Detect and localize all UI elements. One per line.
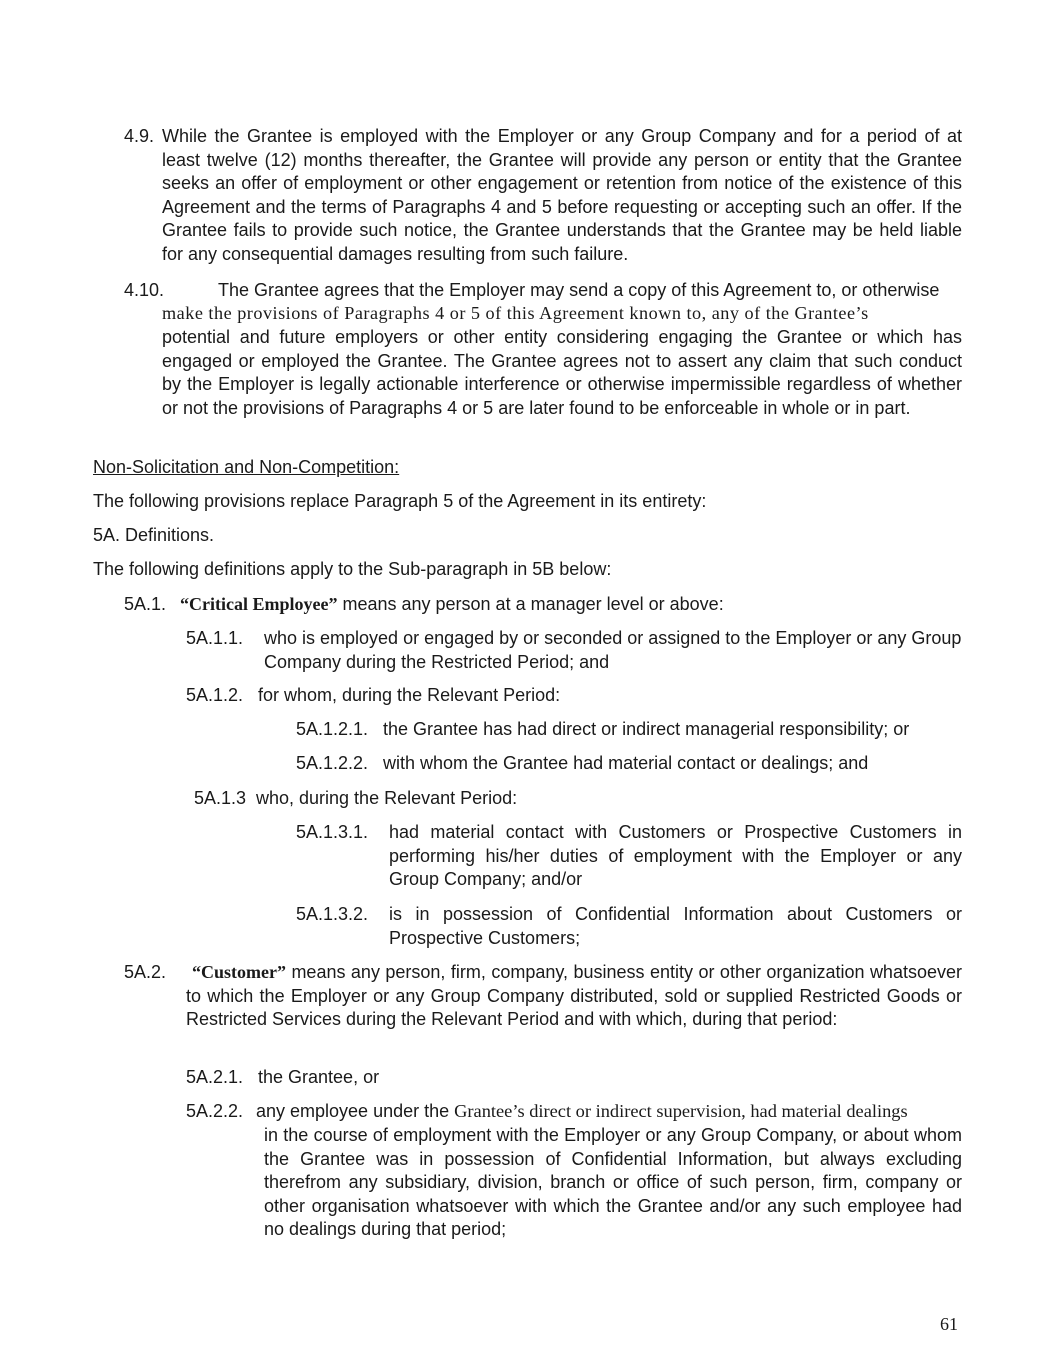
clause-number: 5A.1.2.2. [296, 753, 369, 773]
clause-5a131-text: had material contact with Customers or Prospective Customers in performing his/her duties of employment with the Employer or any Group Company; and/or [389, 822, 962, 890]
clause-5a132-text: is in possession of Confidential Information about Customers or Prospective Customers; [389, 904, 962, 948]
clause-4-10-line2: make the provisions of Paragraphs 4 or 5 of this Agreement known to, any of the Grantee’s [162, 303, 869, 323]
clause-number: 5A.2.2. [186, 1101, 244, 1121]
clause-5a21-text: the Grantee, or [258, 1067, 380, 1087]
definitions-intro: The following definitions apply to the Sub-paragraph in 5B below: [93, 559, 612, 579]
clause-4-10-line1: The Grantee agrees that the Employer may send a copy of this Agreement to, or otherwise [218, 280, 940, 300]
clause-number: 5A.1.3 [194, 788, 247, 808]
clause-4-9-text: While the Grantee is employed with the Employer or any Group Company and for a period of at least twelve (12) months thereafter, the Grantee will provide any person or entity that the Grantee seeks an offer of employment or other engagement or retention from notice of the existence of this Agreement and the terms of Paragraphs 4 and 5 before requesting or accepting such an offer. If the Grantee fails to provide such notice, the Grantee understands that the Grantee may be held liable for any consequential damages resulting from such failure. [162, 126, 962, 264]
section-heading: Non-Solicitation and Non-Competition: [93, 457, 400, 477]
definition-text: means any person at a manager level or above: [337, 594, 724, 614]
clause-number: 4.10. [124, 280, 165, 300]
clause-number: 5A.2. [124, 962, 167, 982]
clause-number: 4.9. [124, 126, 155, 146]
intro-text: The following provisions replace Paragraph 5 of the Agreement in its entirety: [93, 491, 707, 511]
clause-5a22-line1 [256, 1100, 962, 1124]
clause-5a12-text: for whom, during the Relevant Period: [258, 685, 561, 705]
defined-term: “Customer” [192, 962, 286, 982]
defined-term: “Critical Employee” [180, 594, 338, 614]
clause-number: 5A.1.3.2. [296, 904, 369, 924]
definition-text: means any person, firm, company, business entity or other organization whatsoever to which the Employer or any Group Company distributed, sold or supplied Restricted Goods or Restricted Services during the Relevant Period and with which, during that period: [186, 962, 962, 1030]
clause-5a11-text [256, 627, 962, 674]
clause-5a122-text: with whom the Grantee had material contact or dealings; and [383, 753, 869, 773]
clause-number: 5A.1. [124, 594, 167, 614]
clause-5a13-text: who, during the Relevant Period: [256, 788, 518, 808]
clause-number: 5A.1.3.1. [296, 822, 369, 842]
definitions-title: 5A. Definitions. [93, 525, 215, 545]
clause-number: 5A.1.2.1. [296, 719, 369, 739]
clause-5a2-text [186, 961, 962, 1032]
clause-5a121-text: the Grantee has had direct or indirect managerial responsibility; or [383, 719, 910, 739]
clause-4-10-text: potential and future employers or other entity considering engaging the Grantee or which has engaged or employed the Grantee. The Grantee agrees not to assert any claim that such conduct by the Employer is legally actionable interference or otherwise impermissible regardless of whether or not the provisions of Paragraphs 4 or 5 are later found to be enforceable in whole or in part. [162, 327, 962, 418]
clause-5a1-text [180, 593, 724, 617]
clause-number: 5A.1.2. [186, 685, 244, 705]
clause-5a11-body: who is employed or engaged by or seconded or assigned to the Employer or any Group Company during the Restricted Period; and [264, 628, 962, 672]
clause-5a22-line1-part1: any employee under the [256, 1101, 455, 1121]
clause-number: 5A.2.1. [186, 1067, 244, 1087]
page-number: 61 [940, 1314, 958, 1334]
clause-5a22-line1-part2: Grantee’s direct or indirect supervision, had material dealings [454, 1101, 908, 1121]
clause-5a22-text: in the course of employment with the Employer or any Group Company, or about whom the Grantee was in possession of Confidential Information, but always excluding therefrom any subsidiary, division, branch or office of such person, firm, company or other organisation whatsoever with which the Grantee and/or any such employee had no dealings during that period; [264, 1125, 962, 1240]
clause-number: 5A.1.1. [186, 628, 244, 648]
